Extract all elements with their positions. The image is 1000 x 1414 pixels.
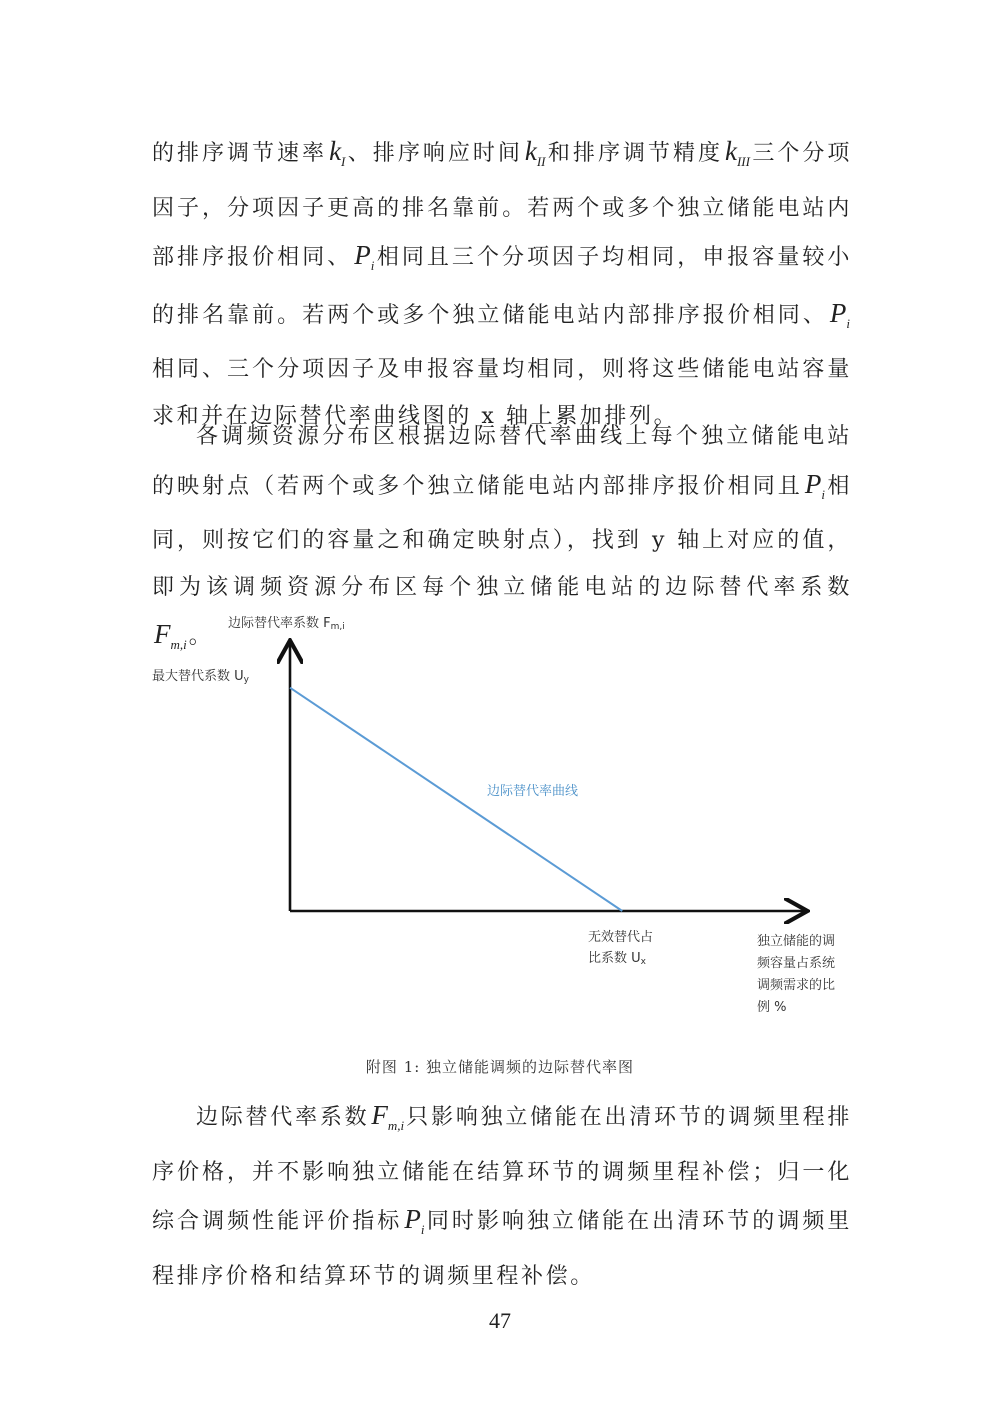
k3-symbol: $k_{III}$ [724,136,750,169]
fmi-symbol: $F_{m,i}$ [154,619,187,652]
max-substitution-label: 最大替代系数 Uy [152,669,249,685]
y-axis-label: 边际替代率系数 Fm,i [228,616,345,632]
pi-symbol: $P_i$ [804,468,825,502]
k2-symbol: $k_{II}$ [524,136,546,169]
k1-symbol: $k_I$ [329,136,346,169]
figure-caption: 附图 1: 独立储能调频的边际替代率图 [365,1058,635,1076]
marginal-substitution-chart [145,603,865,1033]
pi-symbol: $P_i$ [404,1204,425,1237]
paragraph-effect: 边际替代率系数$F_{m,i}$只影响独立储能在出清环节的调频里程排序价格，并不影响独立储能在结算环节的调频里程补偿；归一化综合调频性能评价指标$P_i$同时影响独立储能在出清环节的调频里程排序价格和结算环节的调频里程补偿。 [152,1100,852,1289]
page-number: 47 [489,1308,511,1333]
marginal-rate-curve [290,688,622,911]
curve-label: 边际替代率曲线 [487,784,579,799]
paragraph-ranking-rules: 的排序调节速率$k_I$、排序响应时间$k_{II}$和排序调节精度$k_{III}$三个分项因子，分项因子更高的排名靠前。若两个或多个独立储能电站内部排序报价相同、$P_i$相同且三个分项因子均相同，申报容量较小的排名靠前。若两个或多个独立储能电站内部排序报价相同、$P_i$相同、三个分项因子及申报容量均相同，则将这些储能电站容量求和并在边际替代率曲线图的 x 轴上累加排列。 [152,136,853,429]
fmi-symbol: $F_{m,i}$ [371,1100,405,1133]
invalid-ratio-label: 无效替代占 比系数 Ux [588,930,654,967]
paragraph-mapping: 各调频资源分布区根据边际替代率曲线上每个独立储能电站的映射点（若两个或多个独立储能电站内部排序报价相同且$P_i$相同，则按它们的容量之和确定映射点），找到 y 轴上对应的值，即为该调频资源分布区每个独立储能电站的边际替代率系数$F_{m,i}$。 [152,424,852,652]
pi-symbol: $P_i$ [829,297,850,331]
pi-symbol: $P_i$ [354,240,375,273]
x-axis-label: 独立储能的调 频容量占系统 调频需求的比 例 % [757,934,836,1015]
